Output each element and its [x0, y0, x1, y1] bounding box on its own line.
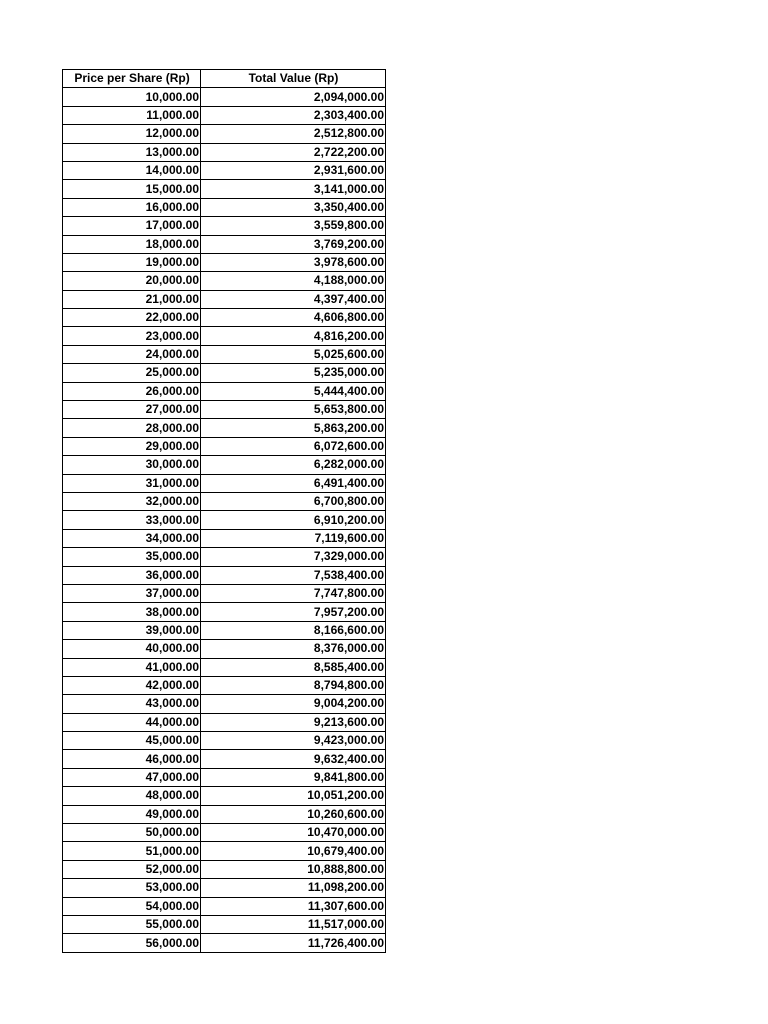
price-per-share-cell[interactable]: 39,000.00 — [63, 621, 201, 639]
table-row — [63, 290, 386, 308]
price-per-share-cell[interactable]: 14,000.00 — [63, 161, 201, 179]
total-value-cell[interactable]: 10,888,800.00 — [201, 860, 386, 878]
table-row — [63, 676, 386, 694]
price-per-share-cell[interactable]: 20,000.00 — [63, 272, 201, 290]
price-per-share-cell[interactable]: 26,000.00 — [63, 382, 201, 400]
table-row — [63, 437, 386, 455]
price-per-share-cell[interactable]: 41,000.00 — [63, 658, 201, 676]
total-value-cell[interactable]: 9,213,600.00 — [201, 713, 386, 731]
table-row — [63, 125, 386, 143]
total-value-cell[interactable]: 6,910,200.00 — [201, 511, 386, 529]
table-row — [63, 750, 386, 768]
total-value-cell[interactable]: 7,747,800.00 — [201, 584, 386, 602]
table-row — [63, 566, 386, 584]
total-value-cell[interactable]: 10,679,400.00 — [201, 842, 386, 860]
total-value-cell[interactable]: 7,538,400.00 — [201, 566, 386, 584]
price-per-share-cell[interactable]: 48,000.00 — [63, 787, 201, 805]
price-per-share-cell[interactable]: 34,000.00 — [63, 529, 201, 547]
table-body — [63, 88, 386, 952]
table-row — [63, 161, 386, 179]
table-row — [63, 401, 386, 419]
price-per-share-cell[interactable]: 40,000.00 — [63, 640, 201, 658]
table-row — [63, 842, 386, 860]
price-value-table — [62, 69, 386, 953]
total-value-cell[interactable]: 9,004,200.00 — [201, 695, 386, 713]
table-row — [63, 805, 386, 823]
price-per-share-cell[interactable]: 31,000.00 — [63, 474, 201, 492]
table-row — [63, 235, 386, 253]
total-value-cell[interactable]: 2,722,200.00 — [201, 143, 386, 161]
table-row — [63, 584, 386, 602]
table-row — [63, 879, 386, 897]
total-value-cell[interactable]: 11,517,000.00 — [201, 915, 386, 933]
total-value-cell[interactable]: 5,025,600.00 — [201, 345, 386, 363]
total-value-cell[interactable]: 11,726,400.00 — [201, 934, 386, 952]
total-value-cell[interactable]: 6,072,600.00 — [201, 437, 386, 455]
total-value-cell[interactable]: 9,632,400.00 — [201, 750, 386, 768]
total-value-cell[interactable]: 3,141,000.00 — [201, 180, 386, 198]
price-per-share-cell[interactable]: 12,000.00 — [63, 125, 201, 143]
price-per-share-cell[interactable]: 15,000.00 — [63, 180, 201, 198]
total-value-cell[interactable]: 10,470,000.00 — [201, 824, 386, 842]
price-per-share-cell[interactable]: 42,000.00 — [63, 676, 201, 694]
price-per-share-cell[interactable]: 11,000.00 — [63, 106, 201, 124]
table-row — [63, 198, 386, 216]
price-per-share-cell[interactable]: 50,000.00 — [63, 824, 201, 842]
total-value-cell[interactable]: 5,863,200.00 — [201, 419, 386, 437]
header-total-value[interactable]: Total Value (Rp) — [201, 70, 386, 88]
total-value-cell[interactable]: 2,094,000.00 — [201, 88, 386, 106]
table-row — [63, 456, 386, 474]
table-row — [63, 897, 386, 915]
table-row — [63, 603, 386, 621]
total-value-cell[interactable]: 4,606,800.00 — [201, 309, 386, 327]
total-value-cell[interactable]: 3,769,200.00 — [201, 235, 386, 253]
price-per-share-cell[interactable]: 45,000.00 — [63, 732, 201, 750]
table-row — [63, 143, 386, 161]
total-value-cell[interactable]: 10,051,200.00 — [201, 787, 386, 805]
total-value-cell[interactable]: 8,166,600.00 — [201, 621, 386, 639]
total-value-cell[interactable]: 4,188,000.00 — [201, 272, 386, 290]
table-row — [63, 621, 386, 639]
table-row — [63, 658, 386, 676]
table-row — [63, 419, 386, 437]
price-per-share-cell[interactable]: 51,000.00 — [63, 842, 201, 860]
table-row — [63, 309, 386, 327]
price-per-share-cell[interactable]: 10,000.00 — [63, 88, 201, 106]
price-per-share-cell[interactable]: 56,000.00 — [63, 934, 201, 952]
total-value-cell[interactable]: 3,978,600.00 — [201, 253, 386, 271]
table-row — [63, 327, 386, 345]
total-value-cell[interactable]: 5,653,800.00 — [201, 401, 386, 419]
price-per-share-cell[interactable]: 21,000.00 — [63, 290, 201, 308]
price-per-share-cell[interactable]: 32,000.00 — [63, 492, 201, 510]
table-row — [63, 382, 386, 400]
total-value-cell[interactable]: 2,931,600.00 — [201, 161, 386, 179]
total-value-cell[interactable]: 9,423,000.00 — [201, 732, 386, 750]
table-row — [63, 713, 386, 731]
total-value-cell[interactable]: 2,303,400.00 — [201, 106, 386, 124]
price-per-share-cell[interactable]: 24,000.00 — [63, 345, 201, 363]
price-per-share-cell[interactable]: 23,000.00 — [63, 327, 201, 345]
header-row — [63, 70, 386, 88]
total-value-cell[interactable]: 10,260,600.00 — [201, 805, 386, 823]
price-per-share-cell[interactable]: 25,000.00 — [63, 364, 201, 382]
price-per-share-cell[interactable]: 49,000.00 — [63, 805, 201, 823]
table-row — [63, 272, 386, 290]
table-row — [63, 217, 386, 235]
price-per-share-cell[interactable]: 18,000.00 — [63, 235, 201, 253]
total-value-cell[interactable]: 11,098,200.00 — [201, 879, 386, 897]
price-per-share-cell[interactable]: 28,000.00 — [63, 419, 201, 437]
table-row — [63, 640, 386, 658]
table-row — [63, 106, 386, 124]
price-per-share-cell[interactable]: 46,000.00 — [63, 750, 201, 768]
table-row — [63, 88, 386, 106]
price-per-share-cell[interactable]: 52,000.00 — [63, 860, 201, 878]
total-value-cell[interactable]: 4,816,200.00 — [201, 327, 386, 345]
table-row — [63, 695, 386, 713]
price-per-share-cell[interactable]: 38,000.00 — [63, 603, 201, 621]
table-row — [63, 768, 386, 786]
price-per-share-cell[interactable]: 13,000.00 — [63, 143, 201, 161]
price-per-share-cell[interactable]: 33,000.00 — [63, 511, 201, 529]
table-row — [63, 345, 386, 363]
total-value-cell[interactable]: 8,585,400.00 — [201, 658, 386, 676]
total-value-cell[interactable]: 2,512,800.00 — [201, 125, 386, 143]
price-per-share-cell[interactable]: 43,000.00 — [63, 695, 201, 713]
total-value-cell[interactable]: 3,559,800.00 — [201, 217, 386, 235]
price-per-share-cell[interactable]: 44,000.00 — [63, 713, 201, 731]
price-per-share-cell[interactable]: 30,000.00 — [63, 456, 201, 474]
table-row — [63, 529, 386, 547]
price-per-share-cell[interactable]: 37,000.00 — [63, 584, 201, 602]
table-row — [63, 511, 386, 529]
price-per-share-cell[interactable]: 16,000.00 — [63, 198, 201, 216]
table-row — [63, 787, 386, 805]
table-row — [63, 732, 386, 750]
total-value-cell[interactable]: 5,235,000.00 — [201, 364, 386, 382]
total-value-cell[interactable]: 6,491,400.00 — [201, 474, 386, 492]
price-per-share-cell[interactable]: 35,000.00 — [63, 548, 201, 566]
price-per-share-cell[interactable]: 22,000.00 — [63, 309, 201, 327]
price-per-share-cell[interactable]: 47,000.00 — [63, 768, 201, 786]
price-per-share-cell[interactable]: 27,000.00 — [63, 401, 201, 419]
table-row — [63, 915, 386, 933]
total-value-cell[interactable]: 7,957,200.00 — [201, 603, 386, 621]
total-value-cell[interactable]: 7,329,000.00 — [201, 548, 386, 566]
total-value-cell[interactable]: 3,350,400.00 — [201, 198, 386, 216]
price-per-share-cell[interactable]: 36,000.00 — [63, 566, 201, 584]
total-value-cell[interactable]: 6,700,800.00 — [201, 492, 386, 510]
price-per-share-cell[interactable]: 17,000.00 — [63, 217, 201, 235]
total-value-cell[interactable]: 7,119,600.00 — [201, 529, 386, 547]
table-row — [63, 934, 386, 952]
spreadsheet-area — [62, 69, 386, 953]
total-value-cell[interactable]: 8,794,800.00 — [201, 676, 386, 694]
price-per-share-cell[interactable]: 29,000.00 — [63, 437, 201, 455]
table-row — [63, 364, 386, 382]
total-value-cell[interactable]: 9,841,800.00 — [201, 768, 386, 786]
price-per-share-cell[interactable]: 19,000.00 — [63, 253, 201, 271]
price-per-share-cell[interactable]: 55,000.00 — [63, 915, 201, 933]
table-row — [63, 474, 386, 492]
price-per-share-cell[interactable]: 53,000.00 — [63, 879, 201, 897]
table-row — [63, 492, 386, 510]
total-value-cell[interactable]: 6,282,000.00 — [201, 456, 386, 474]
total-value-cell[interactable]: 11,307,600.00 — [201, 897, 386, 915]
table-row — [63, 860, 386, 878]
total-value-cell[interactable]: 8,376,000.00 — [201, 640, 386, 658]
total-value-cell[interactable]: 5,444,400.00 — [201, 382, 386, 400]
header-price-per-share[interactable]: Price per Share (Rp) — [63, 70, 201, 88]
table-row — [63, 253, 386, 271]
table-row — [63, 180, 386, 198]
table-row — [63, 548, 386, 566]
price-per-share-cell[interactable]: 54,000.00 — [63, 897, 201, 915]
total-value-cell[interactable]: 4,397,400.00 — [201, 290, 386, 308]
table-row — [63, 824, 386, 842]
